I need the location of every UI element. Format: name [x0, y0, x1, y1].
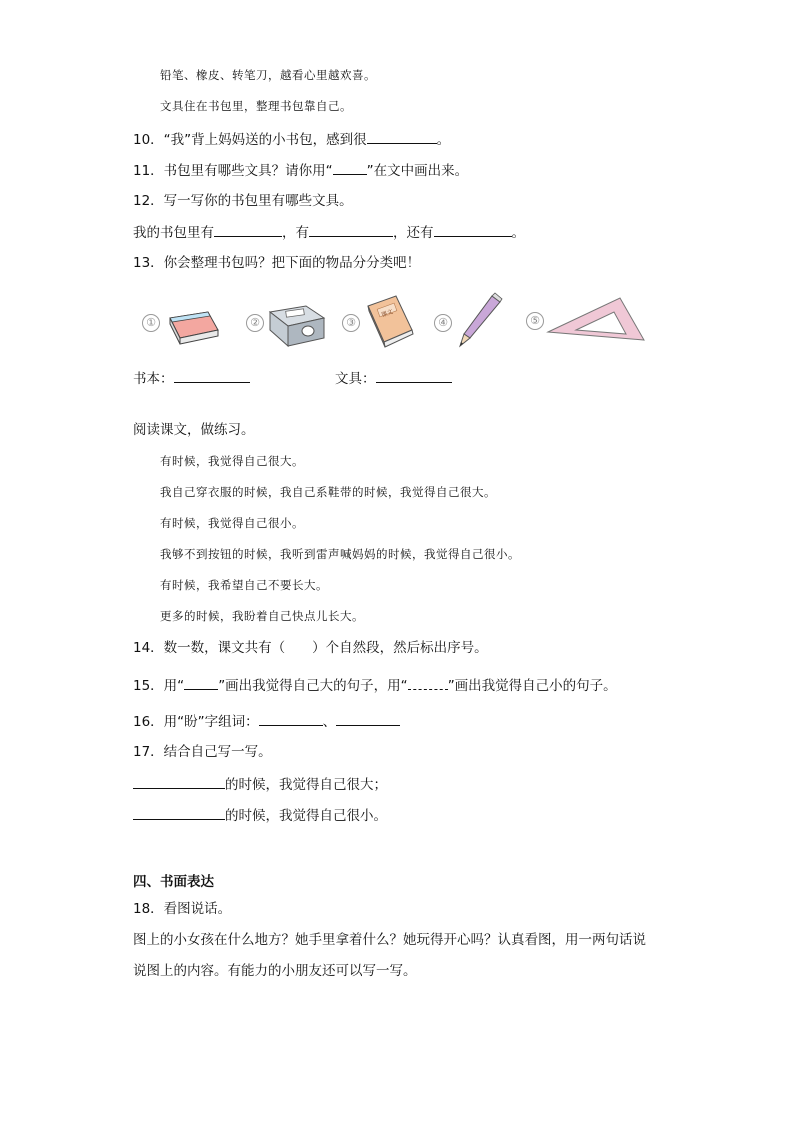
classify-row	[133, 369, 250, 388]
eraser-icon	[164, 298, 224, 348]
passage-line: 我自己穿衣服的时候，我自己系鞋带的时候，我觉得自己很大。	[160, 485, 496, 499]
question-text: 我的书包里有	[133, 225, 214, 241]
pencil-icon	[456, 292, 506, 350]
classify-row	[335, 369, 452, 388]
question-10	[133, 130, 450, 149]
question-text: 的时候，我觉得自己很大；	[225, 777, 387, 793]
item-4	[434, 292, 514, 352]
books-label: 书本：	[133, 371, 174, 387]
answer-blank[interactable]	[259, 712, 323, 726]
textbook-label: 课文	[380, 308, 395, 319]
underline-sample	[333, 161, 367, 175]
question-text: 15．用“	[133, 678, 185, 694]
question-text: 的时候，我觉得自己很小。	[225, 808, 387, 824]
question-17-line-2	[133, 806, 387, 825]
question-18-body: 说图上的内容。有能力的小朋友还可以写一写。	[133, 963, 417, 979]
wavy-line-sample	[408, 676, 448, 690]
answer-blank[interactable]	[434, 223, 512, 237]
item-2	[244, 292, 334, 352]
answer-blank[interactable]	[309, 223, 393, 237]
question-18-title: 18．看图说话。	[133, 901, 232, 917]
item-5	[524, 292, 650, 352]
answer-blank[interactable]	[133, 775, 225, 789]
passage-line: 更多的时候，我盼着自己快点儿长大。	[160, 609, 364, 623]
question-12-title: 12．写一写你的书包里有哪些文具。	[133, 193, 353, 209]
question-18-body: 图上的小女孩在什么地方？她手里拿着什么？她玩得开心吗？认真看图，用一两句话说	[133, 932, 646, 948]
answer-blank[interactable]	[336, 712, 400, 726]
passage-line: 铅笔、橡皮、转笔刀，越看心里越欢喜。	[160, 68, 376, 82]
section-heading: 四、书面表达	[133, 874, 214, 890]
question-14: 14．数一数，课文共有（ ）个自然段，然后标出序号。	[133, 640, 488, 656]
item-number: ①	[142, 314, 160, 332]
passage-line: 有时候，我觉得自己很小。	[160, 516, 304, 530]
passage-line: 我够不到按钮的时候，我听到雷声喊妈妈的时候，我觉得自己很小。	[160, 547, 520, 561]
question-13-title: 13．你会整理书包吗？把下面的物品分分类吧！	[133, 255, 421, 271]
passage-line: 有时候，我希望自己不要长大。	[160, 578, 328, 592]
passage-line: 文具住在书包里，整理书包靠自己。	[160, 99, 352, 113]
question-text: 11．书包里有哪些文具？请你用“	[133, 163, 333, 179]
solid-line-sample	[184, 676, 218, 690]
question-11	[133, 161, 468, 180]
item-number: ④	[434, 314, 452, 332]
question-text: 10．“我”背上妈妈送的小书包，感到很	[133, 132, 367, 148]
item-number: ②	[246, 314, 264, 332]
stationery-label: 文具：	[335, 371, 376, 387]
question-17-title: 17．结合自己写一写。	[133, 744, 272, 760]
question-text: ”画出我觉得自己小的句子。	[447, 678, 617, 694]
question-text: ，有	[282, 225, 309, 241]
question-text: ”画出我觉得自己大的句子，用“	[218, 678, 408, 694]
question-text: 。	[511, 225, 525, 241]
answer-blank[interactable]	[367, 130, 437, 144]
answer-blank[interactable]	[214, 223, 282, 237]
question-15	[133, 676, 617, 695]
textbook-icon	[362, 292, 418, 352]
item-3	[342, 292, 432, 352]
stationery-answer-blank[interactable]	[376, 369, 452, 383]
item-1	[140, 292, 230, 352]
sharpener-icon	[266, 298, 330, 348]
books-answer-blank[interactable]	[174, 369, 250, 383]
reading-intro: 阅读课文，做练习。	[133, 422, 255, 438]
set-square-icon	[546, 296, 650, 346]
passage-line: 有时候，我觉得自己很大。	[160, 454, 304, 468]
question-text: 。	[436, 132, 451, 148]
question-text: ，还有	[393, 225, 434, 241]
items-row	[140, 292, 650, 352]
question-text: ”在文中画出来。	[366, 163, 469, 179]
question-17-line-1	[133, 775, 387, 794]
question-16	[133, 712, 400, 731]
separator: 、	[322, 714, 337, 730]
question-12-answer	[133, 223, 525, 242]
item-number: ⑤	[526, 312, 544, 330]
question-text: 16．用“盼”字组词：	[133, 714, 259, 730]
answer-blank[interactable]	[133, 806, 225, 820]
item-number: ③	[342, 314, 360, 332]
